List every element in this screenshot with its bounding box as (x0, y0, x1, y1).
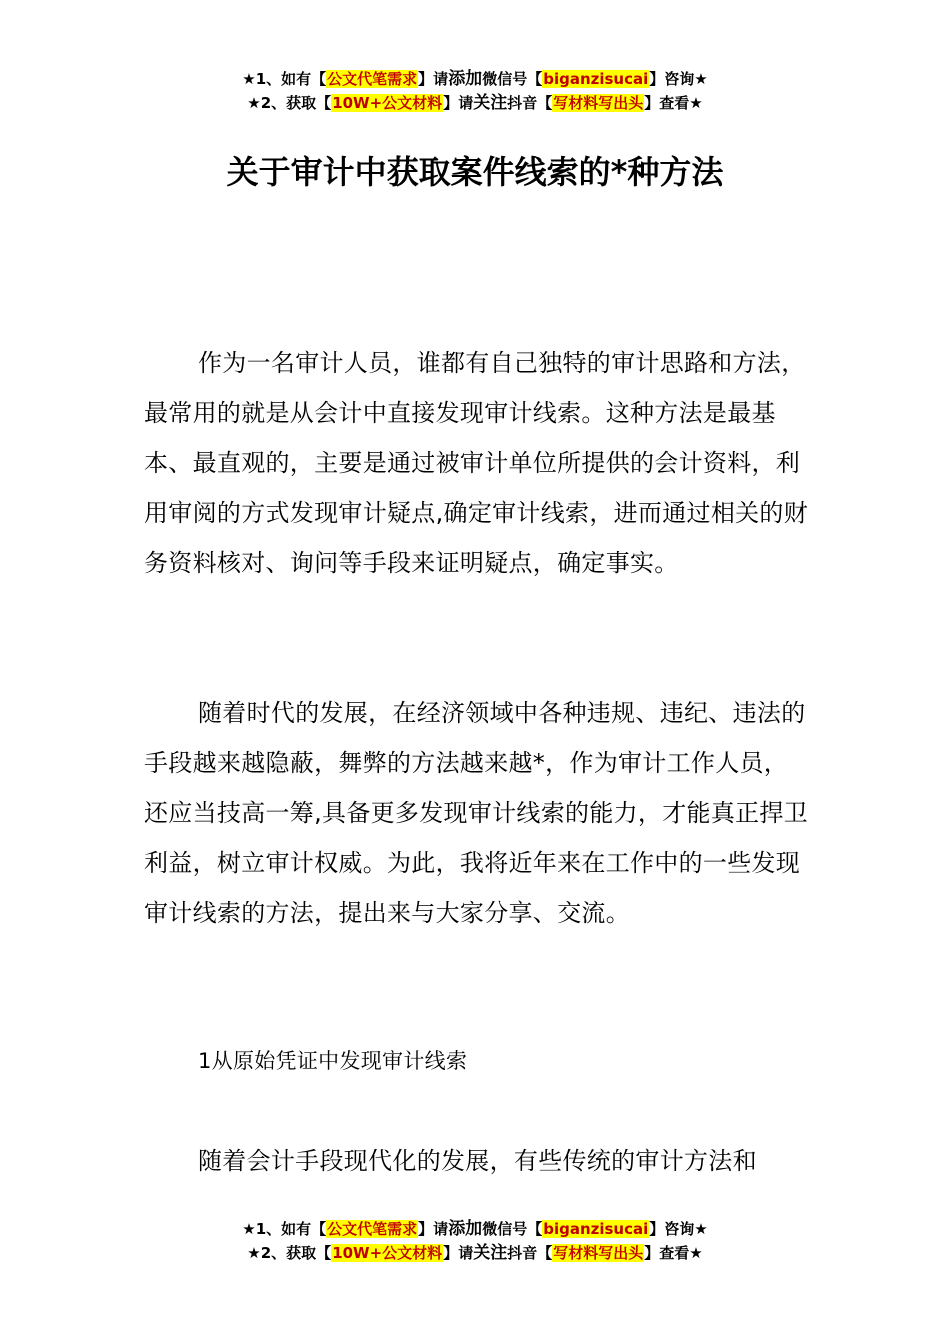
paragraph-1: 作为一名审计人员，谁都有自己独特的审计思路和方法，最常用的就是从会计中直接发现审计线索。这种方法是最基本、最直观的，主要是通过被审计单位所提供的会计资料，利用审阅的方式发现审计疑点,确定审计线索，进而通过相关的财务资料核对、询问等手段来证明疑点，确定事实。 (144, 349, 809, 577)
banner-line-2: ★2、获取【10W+公文材料】请关注抖音【写材料写出头】查看★ (247, 93, 703, 113)
footer-highlight-douyin-account: 写材料写出头 (553, 1244, 644, 1262)
banner-line-1: ★1、如有【公文代笔需求】请添加微信号【biganzisucai】咨询★ (242, 69, 708, 89)
paragraph-3: 随着会计手段现代化的发展，有些传统的审计方法和 (198, 1147, 757, 1175)
footer-highlight-wechat-id: biganzisucai (543, 1220, 649, 1238)
highlight-douyin-account: 写材料写出头 (553, 94, 644, 112)
footer-line-1: ★1、如有【公文代笔需求】请添加微信号【biganzisucai】咨询★ (242, 1219, 708, 1239)
document-title: 关于审计中获取案件线索的*种方法 (226, 153, 724, 191)
highlight-wechat-id: biganzisucai (543, 70, 649, 88)
footer-banner (0, 1217, 950, 1265)
header-banner (0, 67, 950, 115)
footer-line-2: ★2、获取【10W+公文材料】请关注抖音【写材料写出头】查看★ (247, 1243, 703, 1263)
paragraph-2: 随着时代的发展，在经济领域中各种违规、违纪、违法的手段越来越隐蔽，舞弊的方法越来越*，作为审计工作人员，还应当技高一筹,具备更多发现审计线索的能力，才能真正捍卫利益，树立审计权威。为此，我将近年来在工作中的一些发现审计线索的方法，提出来与大家分享、交流。 (144, 699, 809, 927)
highlight-service: 公文代笔需求 (327, 70, 418, 88)
footer-highlight-service: 公文代笔需求 (327, 1220, 418, 1238)
section-heading-1: 1从原始凭证中发现审计线索 (198, 1049, 468, 1073)
highlight-materials: 10W+公文材料 (332, 94, 443, 112)
footer-highlight-materials: 10W+公文材料 (332, 1244, 443, 1262)
